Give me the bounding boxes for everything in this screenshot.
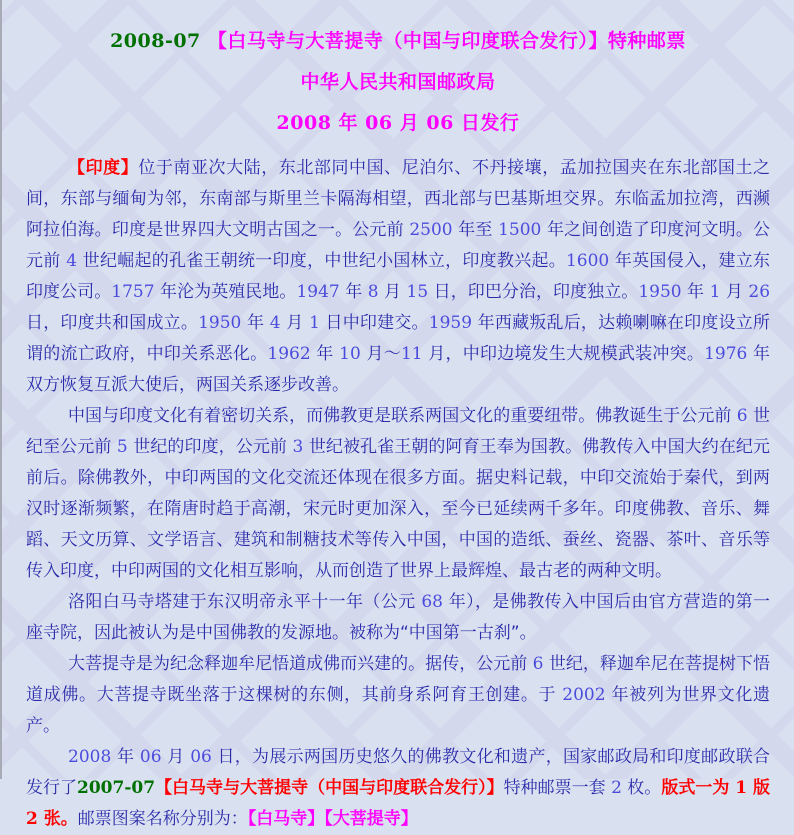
number-run: 06 xyxy=(365,112,393,134)
number-run: 4 xyxy=(66,251,78,271)
number-run: 1950 xyxy=(198,313,242,333)
text-run: 2008 年 06 月 06 日发行 xyxy=(276,112,520,134)
number-run: 1757 xyxy=(111,282,155,302)
number-run: 4 xyxy=(269,313,281,333)
issue-date-line xyxy=(26,112,770,134)
number-run: 6 xyxy=(736,406,748,426)
issuer-line xyxy=(26,71,770,93)
number-run: 1950 xyxy=(638,282,682,302)
number-run: 1959 xyxy=(428,313,473,333)
number-run: 1947 xyxy=(296,282,340,302)
text-run: 【白马寺与大菩提寺（中国与印度联合发行）】特种邮票 xyxy=(207,30,686,52)
text-run: 位于南亚次大陆，东北部同中国、尼泊尔、不丹接壤，孟加拉国夹在东北部国土之间，东部与缅甸为邻，东南部与斯里兰卡隔海相望，西北部与巴基斯坦交界。东临孟加拉湾，西濒阿拉伯海。印度是世界四大文明古国之一。公元前 2500 年至 1500 年之间创造了印度河文明。公元前 4 世纪崛起的孔雀王朝统一印度，中世纪小国林立，印度教兴起。1600 年英国侵入，建立东印度公司。1757 年沦为英殖民地。1947 年 8 月 15 日，印巴分治，印度独立。1950 年 1 月 26 日，印度共和国成立。1950 年 4 月 1 日中印建交。1959 年西藏叛乱后，达赖喇嘛在印度设立所谓的流亡政府，中印关系恶化。1962 年 10 月～11 月，中印边境发生大规模武装冲突。1976 年双方恢复互派大使后，两国关系逐步改善。 xyxy=(26,158,771,395)
text-run: 【白马寺与大菩提寺（中国与印度联合发行）】 xyxy=(155,778,504,798)
number-run: 2007-07 xyxy=(77,778,156,798)
number-run: 06 xyxy=(190,747,212,767)
text-run: 洛阳白马寺塔建于东汉明帝永平十一年（公元 68 年），是佛教传入中国后由官方营造的第一座寺院，因此被认为是中国佛教的发源地。被称为“中国第一古刹”。 xyxy=(26,592,771,643)
number-run: 2002 xyxy=(562,685,606,705)
text-run: 【印度】 xyxy=(68,158,139,178)
text-run: 邮票图案名称分别为： xyxy=(77,809,248,829)
number-run: 8 xyxy=(367,282,379,302)
text-run: 特种邮票一套 2 枚。 xyxy=(503,778,662,798)
paragraph xyxy=(26,401,770,587)
text-run xyxy=(77,778,155,798)
text-run: 2008 年 06 月 06 日，为展示两国历史悠久的佛教文化和遗产，国家邮政局和印度邮政联合发行了 xyxy=(26,747,771,798)
number-run: 06 xyxy=(426,112,454,134)
number-run: 5 xyxy=(116,437,128,457)
number-run: 2008-07 xyxy=(110,30,201,52)
number-run: 2 xyxy=(611,778,622,798)
article-body xyxy=(26,153,770,835)
number-run: 68 xyxy=(421,592,443,612)
paragraph xyxy=(26,587,770,649)
number-run: 06 xyxy=(139,747,162,767)
text-run: 中华人民共和国邮政局 xyxy=(300,71,496,93)
page-title xyxy=(26,30,770,52)
number-run: 1976 xyxy=(704,344,748,364)
number-run: 2008 xyxy=(68,747,112,767)
paragraph xyxy=(26,742,770,835)
number-run: 1962 xyxy=(267,344,311,364)
number-run: 1500 xyxy=(498,220,542,240)
paragraph xyxy=(26,649,770,742)
text-run: 大菩提寺是为纪念释迦牟尼悟道成佛而兴建的。据传，公元前 6 世纪，释迦牟尼在菩提树下悟道成佛。大菩提寺既坐落于这棵树的东侧，其前身系阿育王创建。于 2002 年被列为世界文化遗产。 xyxy=(26,654,771,736)
number-run: 2500 xyxy=(409,220,453,240)
paragraph xyxy=(26,153,770,401)
number-run: 15 xyxy=(406,282,429,302)
number-run: 2 xyxy=(26,809,38,829)
number-run: 6 xyxy=(532,654,544,674)
number-run: 1600 xyxy=(565,251,610,271)
number-run: 3 xyxy=(292,437,304,457)
text-run xyxy=(110,30,208,52)
number-run: 10 xyxy=(339,344,361,364)
number-run: 1 xyxy=(309,313,320,333)
page-header xyxy=(26,30,770,134)
number-run: 11 xyxy=(400,344,423,364)
number-run: 2008 xyxy=(276,112,332,134)
text-run: 版式一为 1 版 2 张。 xyxy=(26,778,771,829)
number-run: 1 xyxy=(735,778,748,798)
number-run: 26 xyxy=(748,282,771,302)
number-run: 1 xyxy=(709,282,721,302)
text-run: 【白马寺】【大菩提寺】 xyxy=(247,809,418,829)
text-run: 中国与印度文化有着密切关系，而佛教更是联系两国文化的重要纽带。佛教诞生于公元前 6 世纪至公元前 5 世纪的印度，公元前 3 世纪被孔雀王朝的阿育王奉为国教。佛教传入中国大约在纪元前后。除佛教外，中印两国的文化交流还体现在很多方面。据史料记载，中印交流始于秦代，到两汉时逐渐频繁，在隋唐时趋于高潮，宋元时更加深入，至今已延续两千多年。印度佛教、音乐、舞蹈、天文历算、文学语言、建筑和制糖技术等传入中国，中国的造纸、蚕丝、瓷器、茶叶、音乐等传入印度，中印两国的文化相互影响，从而创造了世界上最辉煌、最古老的两种文明。 xyxy=(26,406,771,581)
page-content xyxy=(2,0,794,835)
